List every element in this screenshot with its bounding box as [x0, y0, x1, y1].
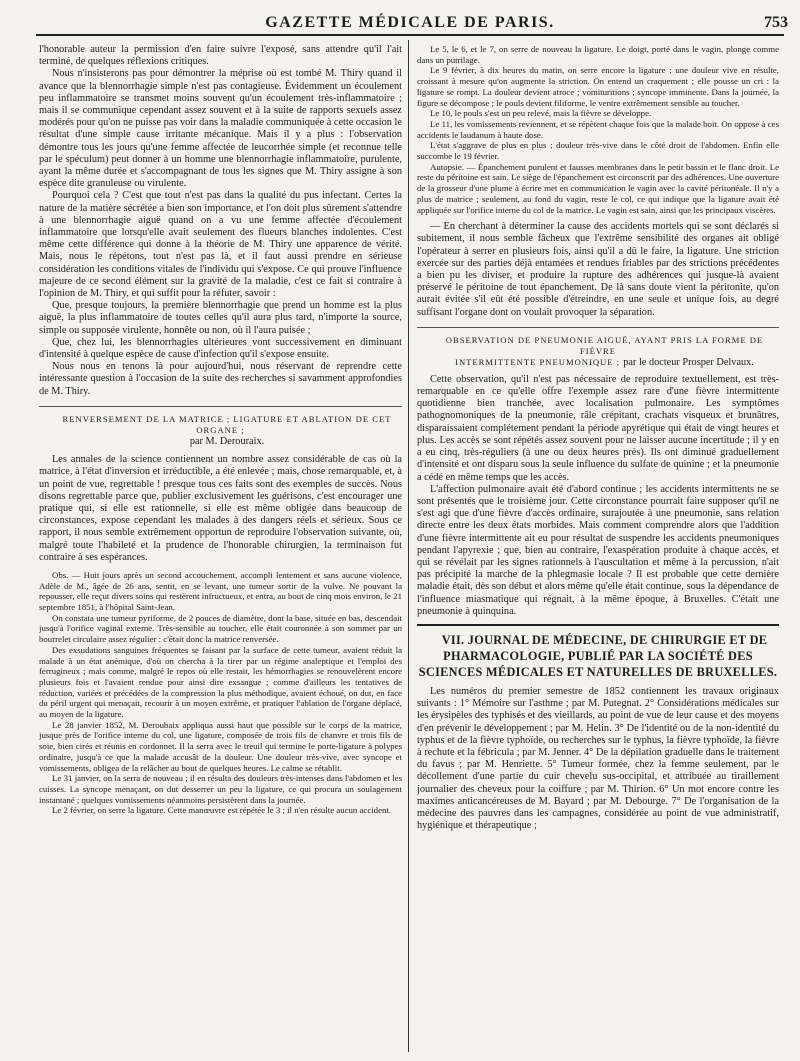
observation-paragraph: On constata une tumeur pyriforme, de 2 pouces de diamètre, dont la base, située en bas, descendait jusqu'à l'orifice vaginal externe. Très-sensible au toucher, elle était couronnée à son sommet par un bourrelet circulaire assez régulier : c'était donc la matrice renversée.: [39, 612, 402, 645]
observation-paragraph: Obs. — Huit jours après un second accouchement, accompli lentement et sans aucune violence, Adèle de M., âgée de 26 ans, sentit, en se levant, une tumeur sortir de la vulve. Ne pouvant la repousser, elle reçut divers soins qui restèrent infructueux, et entra, au bout de cinq mois environ, le 21 septembre 1851, à l'hôpital Saint-Jean.: [39, 569, 402, 613]
autopsy-paragraph: Autopsie. — Épanchement purulent et fausses membranes dans le petit bassin et le flanc droit. Le reste du péritoine est sain. Le siège de l'épanchement est circonscrit par des adhérences. Une ouverture de la grosseur d'une plume à écrire met en communication le vagin avec la cavité péritonéale. Il n'y a plus de matrice ; seulement, au fond du vagin, reste le col, ce qui indique que la ligature avait été appliquée sur l'orifice interne du col de la matrice. Le vagin est sain, ainsi que les principaux viscères.: [417, 161, 779, 215]
article-paragraph: L'affection pulmonaire avait été d'abord continue ; les accidents intermittents ne se sont présentés que le troisième jour. Cette circonstance pourrait faire supposer qu'il ne s'est agi que d'une fièvre d'accès ordinaire, surajoutée à une pneumonie, sans relation directe entre les deux états morbides. Mais comment comprendre alors que l'addition d'une fièvre intermittente ait eu pour résultat de suspendre les accidents pneumoniques pendant l'apyrexie ; que, bien au contraire, l'exaspération produite à chaque accès, et qui se révélait par les signes rationnels à l'auscultation et même à la percussion, n'ait pas précipité la marche de la phlegmasie locale ? Il est probable que cette dernière maladie était, dès son début et alors même qu'elle était continue, sous la dépendance de l'influence miasmatique qui régnait, à la même époque, à Bruxelles. C'était une pneumonie à quinquina.: [417, 483, 779, 617]
page-header: [40, 10, 788, 36]
article-paragraph: Cette observation, qu'il n'est pas nécessaire de reproduire textuellement, est très-remarquable en ce qu'elle offre l'exemple assez rare d'une fièvre intermittente quotidienne bien tranchée, avec localisation pulmonaire. Les symptômes pathognomoniques de la pneumonie, râle crépitant, crachats visqueux et brunâtres, disparaissaient complétement pendant la période apyrétique qui était de vingt heures et plus. Les accès se sont répétés assez souvent pour ne laisser aucune incertitude ; il y en a eu cinq, très-réguliers (à une ou deux heures près). Ils ont diminué graduellement d'intensité et ont disparu sous la seule influence du sulfate de quinine ; et la pneumonie a cédé en même temps que les accès.: [417, 373, 779, 483]
section-paragraph: Les numéros du premier semestre de 1852 contiennent les travaux originaux suivants : 1° Mémoire sur l'asthme ; par M. Putegnat. 2° Considérations médicales sur les érysipèles des typhisés et des vieillards, au point de vue de leur cause et des moyens d'en prévenir le développement ; par M. Helin. 3° De l'identité ou de la non-identité du typhus et de la fièvre typhoïde, ou recherches sur le typhus, la fièvre typhoïde, la fièvre à rechute et la fébricula ; par M. Jenner. 4° De la dépilation graduelle dans le traitement du favus ; par M. Henriette. 5° Tumeur formée, chez la femme seulement, par le décollement d'une partie du cuir chevelu sus-occipital, et attribuée au tiraillement journalier des cheveux pour la coiffure ; par M. Thirion. 6° Un mot encore contre les maximes anticancéreuses de M. Bayard ; par M. Debourge. 7° De l'organisation de la médecine des pauvres dans les campagnes, considérée au point de vue administratif, hygiénique et thérapeutique ;: [417, 685, 779, 832]
header-rule: [36, 34, 784, 36]
left-column: [39, 44, 402, 1052]
article-title-line2: [417, 357, 779, 368]
observation-paragraph: Le 9 février, à dix heures du matin, on serre encore la ligature ; une douleur vive en résulte, croissant à mesure qu'on augmente la striction. On entend un craquement ; elle pousse un cri : la ligature se rompt. La douleur devient atroce ; vomituritions ; syncope imminente. Dans la journée, la figure se décompose ; le pouls devient filiforme, le ventre extrêmement sensible au toucher.: [417, 65, 779, 108]
page-number: 753: [764, 14, 788, 31]
section-rule: [417, 624, 779, 626]
article-paragraph: Les annales de la science contiennent un nombre assez considérable de cas où la matrice, à l'état d'inversion et irréductible, a été enlevée ; mais, chose remarquable, et, à un point de vue, regrettable ! presque tous ces faits sont des exemples de succès. Nous disons regrettable parce que, publier exclusivement les guérisons, c'est encourager une pratique qui, si elle est rationnelle, si elle est même obligée dans beaucoup de circonstances, expose cependant les malades à des dangers réels et sérieux. Sous ce rapport, il nous semble extrêmement opportun de reproduire l'observation suivante, où, malgré toute l'habileté et la prudence de l'honorable chirurgien, la terminaison fut contraire à ses espérances.: [39, 454, 402, 563]
observation-paragraph: Le 31 janvier, on la serra de nouveau ; il en résulta des douleurs très-intenses dans l'abdomen et les cuisses. La syncope menaçant, on dut desserrer un peu la ligature, ce qui procura un soulagement instantané ; quelques vomissements néanmoins persistèrent dans la journée.: [39, 773, 402, 805]
observation-paragraph: Le 10, le pouls s'est un peu relevé, mais la fièvre se développe.: [430, 108, 652, 119]
section-rule: [39, 406, 402, 407]
article-title: RENVERSEMENT DE LA MATRICE ; LIGATURE ET ABLATION DE CET ORGANE ;: [62, 413, 392, 435]
section-heading: VII. JOURNAL DE MÉDECINE, DE CHIRURGIE ET DE PHARMACOLOGIE, PUBLIÉ PAR LA SOCIÉTÉ DES SCIENCES MÉDICALES ET NATURELLES DE BRUXELLES.: [418, 632, 778, 679]
observation-paragraph: Le 2 février, on serre la ligature. Cette manœuvre est répétée le 3 ; il n'en résulte aucun accident.: [52, 805, 392, 816]
intro-paragraph: Pourquoi cela ? C'est que tout n'est pas dans la qualité du pus infectant. Certes la nature de la matière sécrétée a bien son importance, et l'on doit plus sûrement s'attendre à une blennorrhagie aiguë quand on a vu une femme affectée d'écoulement inflammatoire que lorsqu'elle avait seulement des flueurs blanches indolentes. C'est même cette différence qui donne à la théorie de M. Thiry une apparence de vérité. Mais, nous le répétons, tout n'est pas là, et il faut aussi prendre en sérieuse considération les conditions vitales de l'individu qui s'expose. Ce qui prouve l'influence majeure de ce second élément sur la gravité de la maladie, c'est ce fait si contraire à l'opinion de M. Thiry, et qui suffit pour la réfuter, savoir :: [39, 190, 402, 300]
observation-paragraph: Le 11, les vomissements reviennent, et se répètent chaque fois que la malade boit. On oppose à ces accidents le laudanum à haute dose.: [417, 118, 779, 140]
article-title-text: INTERMITTENTE PNEUMONIQUE ;: [455, 356, 621, 367]
intro-paragraph: l'honorable auteur la permission d'en faire suivre l'exposé, sans attendre qu'il l'ait terminé, de quelques réflexions critiques.: [39, 44, 402, 68]
intro-paragraph: Que, chez lui, les blennorrhagies ultérieures vont successivement en diminuant d'intensité à quelque espèce de cause d'infection qu'il s'expose ensuite.: [39, 336, 402, 361]
section-rule: [417, 327, 779, 328]
observation-paragraph: L'état s'aggrave de plus en plus ; douleur très-vive dans le côté droit de l'abdomen. Enfin elle succombe le 19 février.: [417, 140, 779, 162]
intro-paragraph: Nous n'insisterons pas pour démontrer la méprise où est tombé M. Thiry quand il avance que la blennorrhagie simple n'est pas contagieuse. Évidemment un écoulement peu inflammatoire se transmet moins souvent qu'un écoulement très-inflammatoire ; mais il se communique cependant assez souvent et à la suite de rapports sexuels assez modérés pour qu'on ne puisse pas voir dans la maladie communiquée à cette occasion le résultat d'une simple cause irritante mécanique. Mais il y a plus : l'observation démontre tous les jours qu'une femme affectée de leucorrhée simple (et reconnue telle par le spéculum) peut donner à un homme une blennorrhagie inflammatoire, purulente, ayant la même durée et s'accompagnant de tous les signes que M. Thiry assigne à son espèce dite granuleuse ou virulente.: [39, 68, 402, 190]
article-author: par M. Derouraix.: [189, 435, 265, 447]
intro-paragraph: Que, presque toujours, la première blennorrhagie que prend un homme est la plus aiguë, la plus inflammatoire de toutes celles qu'il aura plus tard, n'importe la source, simple ou supposée virulente, honnête ou non, où il l'aura puisée ;: [39, 300, 402, 336]
journal-title: GAZETTE MÉDICALE DE PARIS.: [265, 14, 555, 31]
right-column: [417, 44, 779, 1052]
observation-paragraph: Le 5, le 6, et le 7, on serre de nouveau la ligature. Le doigt, porté dans le vagin, plonge comme dans un putrilage.: [417, 44, 779, 65]
comment-paragraph: — En cherchant à déterminer la cause des accidents mortels qui se sont déclarés si subitement, il nous semble fâcheux que l'extrême sensibilité des organes ait obligé l'opérateur à serrer en plusieurs fois, ainsi qu'il a dû le faire, la ligature. Une striction exercée sur des parties déjà entamées et rendues friables par des strictions précédentes a bien pu les diviser, et produire la rupture des adhérences qui jusque-là avaient préservé le péritoine de tout épanchement. De là sans doute vient la péritonite, qu'on aurait évitée s'il eût été possible d'étreindre, en une seule et unique fois, au degré suffisant l'organe dont on voulait provoquer la séparation.: [417, 221, 779, 318]
intro-paragraph: Nous nous en tenons là pour aujourd'hui, nous réservant de reprendre cette intéressante question à l'occasion de la suite des recherches si savamment approfondies de M. Thiry.: [39, 361, 402, 397]
observation-paragraph: Des exsudations sanguines fréquentes se faisant par la surface de cette tumeur, avaient réduit la malade à un état anémique, d'où on chercha à la tirer par un régime analeptique et l'emploi des ferrugineux ; mais comme, malgré le repos où elle restait, les hémorrhagies se renouvelèrent encore plusieurs fois et l'avaient rendue pour ainsi dire exsangue ; comme d'ailleurs les tentatives de réduction, variées et précédées de la compression la plus méthodique, avaient échoué, on dut, en face du péril urgent qui menaçait, recourir à un moyen extrême, et pratiquer l'ablation de l'organe déplacé, au moyen de la ligature.: [39, 644, 402, 720]
article-author: par le docteur Prosper Delvaux.: [623, 356, 754, 368]
observation-paragraph: Le 28 janvier 1852, M. Deroubaix appliqua aussi haut que possible sur le corps de la matrice, jusque près de l'orifice interne du col, une ligature, composée de trois fils de chanvre et trois fils de soie, bien cirés et réunis en cordonnet. Il la serra avec le treuil qui termine le porte-ligature à polypes ordinaire, jusqu'à ce que la malade accusât de la douleur. Une douleur très-vive, avec syncope et vomissements, obligea de la relâcher au bout de quelques heures. Le calme se rétablit.: [39, 719, 402, 773]
column-divider: [408, 40, 409, 1052]
article-title: OBSERVATION DE PNEUMONIE AIGUË, AYANT PRIS LA FORME DE FIÈVRE: [445, 334, 764, 356]
